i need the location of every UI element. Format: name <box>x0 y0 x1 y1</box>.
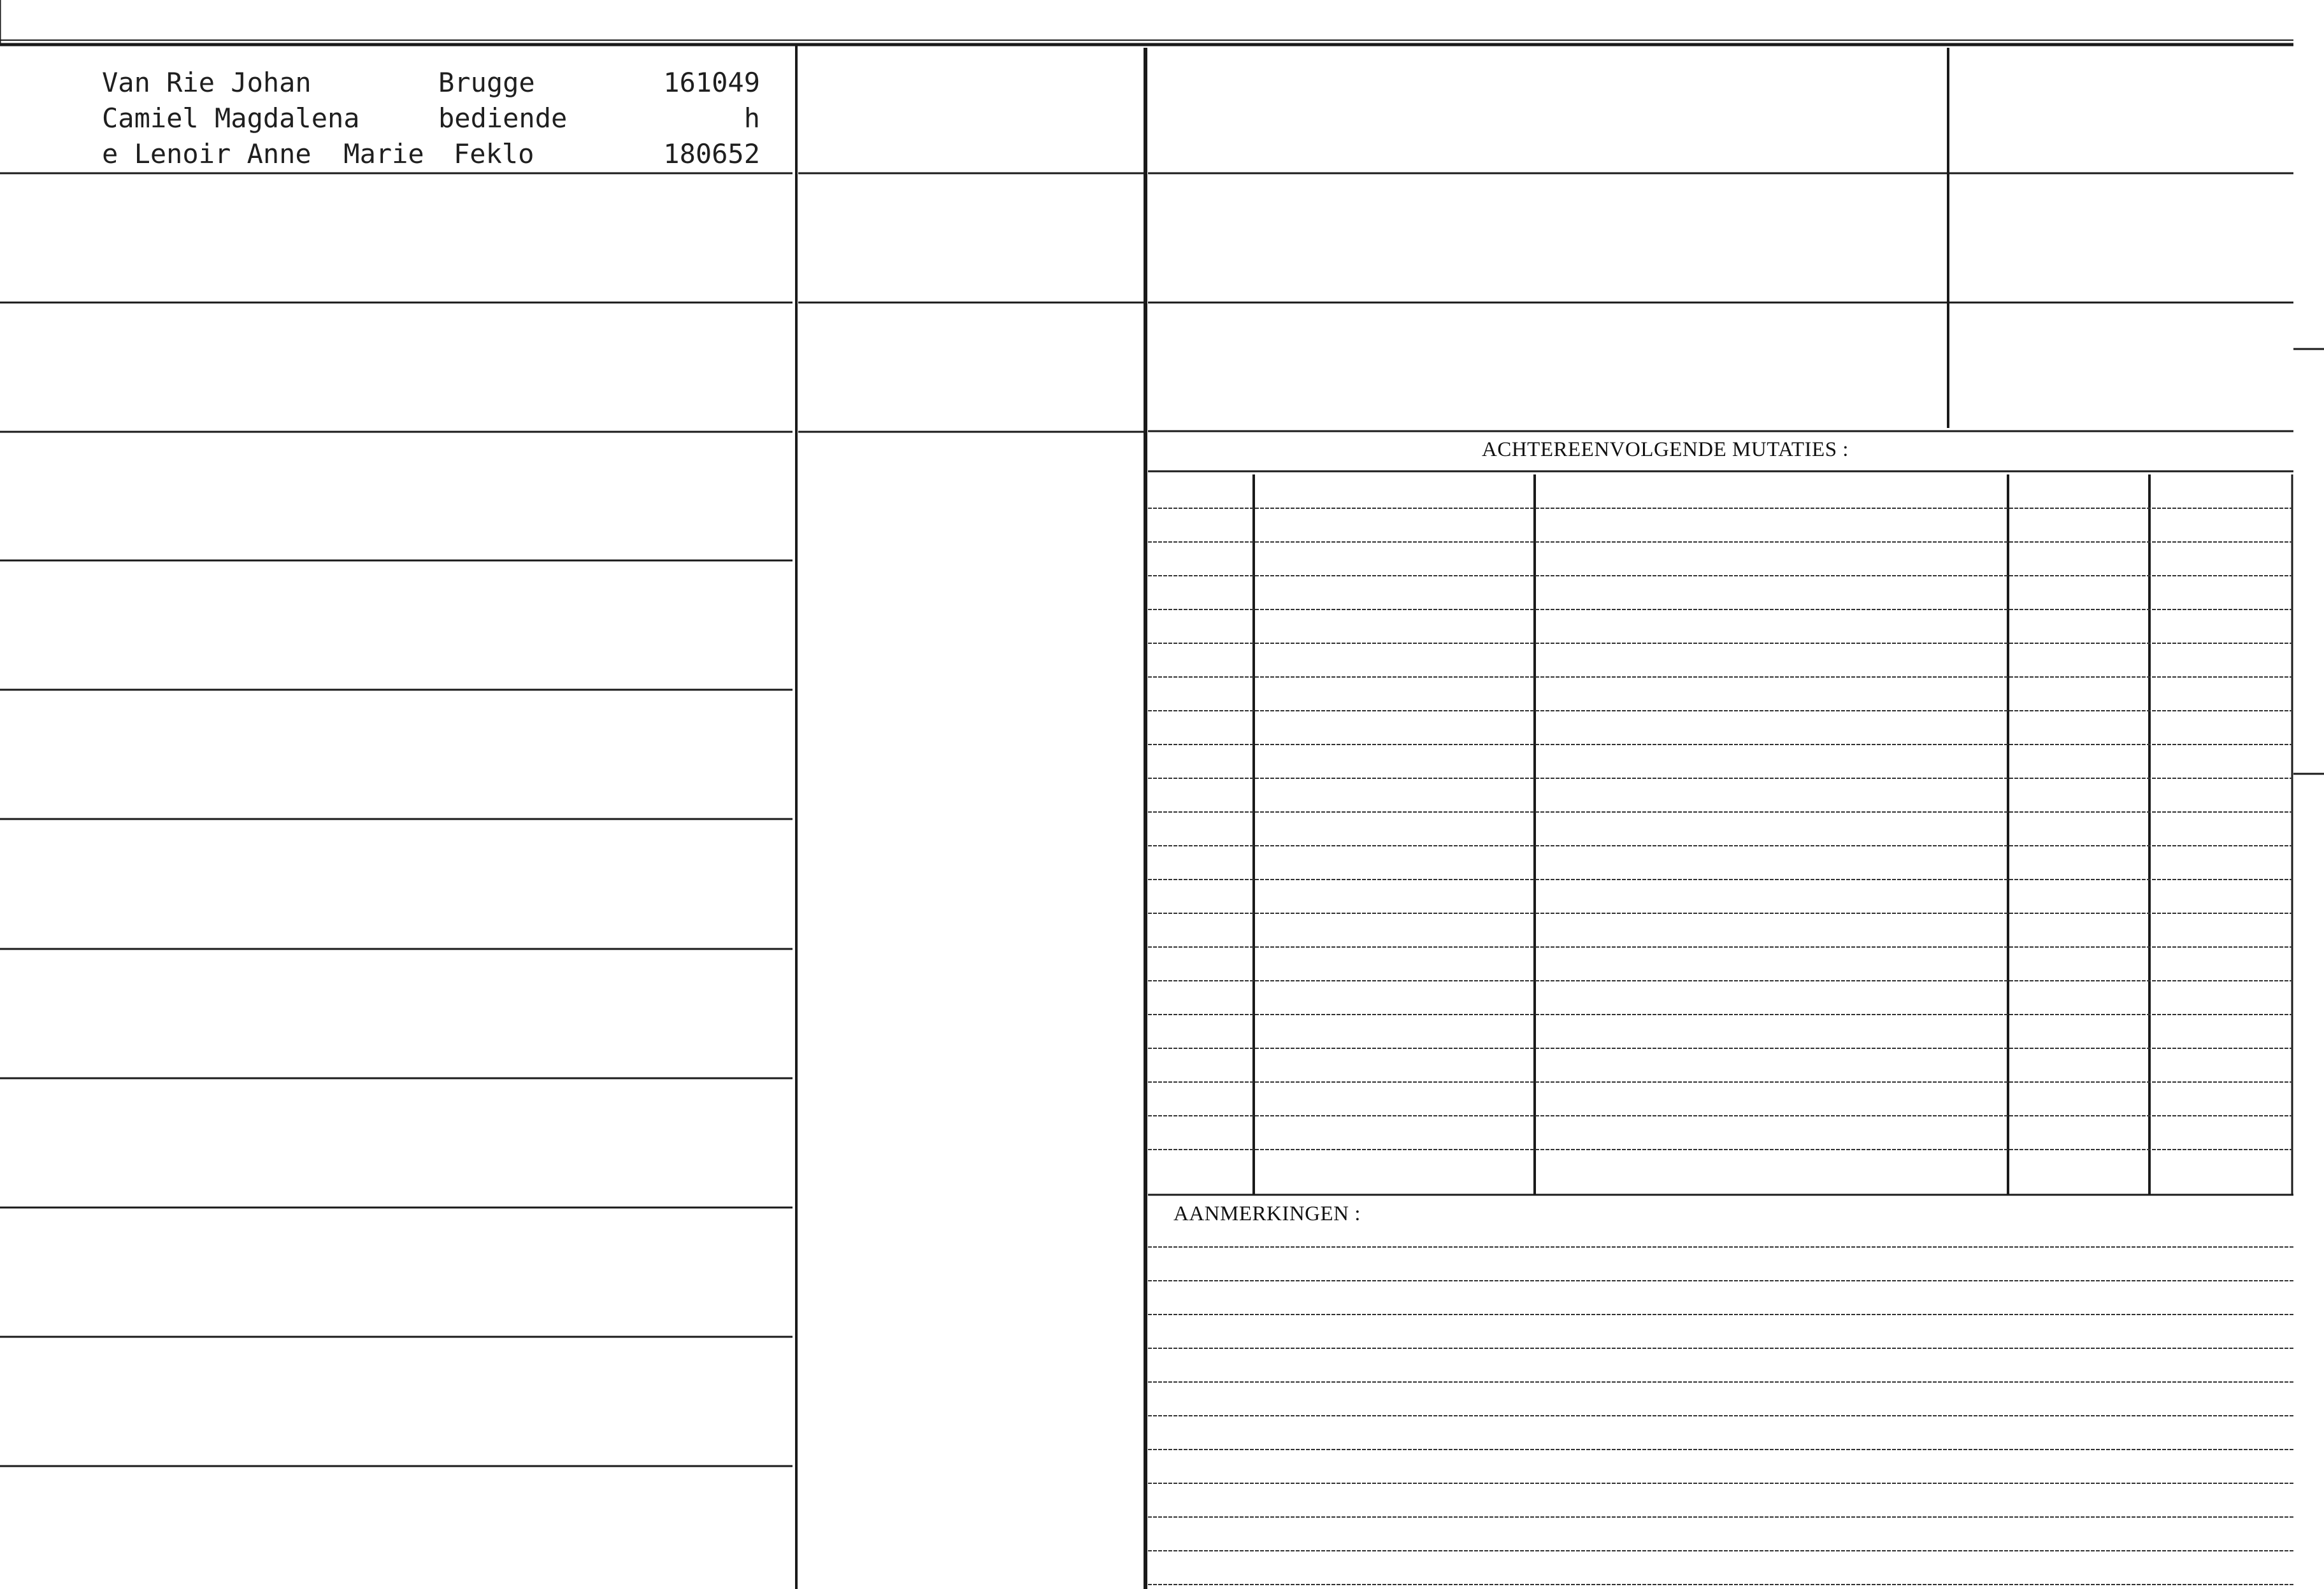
entry-number-line-1: 161049 <box>663 67 760 98</box>
entry-place-line-1: Brugge <box>438 67 535 98</box>
entry-name-line-3: e Lenoir Anne Marie <box>102 138 424 169</box>
entry-number-line-3: 180652 <box>663 138 760 169</box>
entry-number-line-2: h <box>743 103 760 134</box>
remarks-section-title: AANMERKINGEN : <box>1173 1202 1361 1225</box>
entry-place-line-3: Feklo <box>454 138 534 169</box>
mutations-section-title: ACHTEREENVOLGENDE MUTATIES : <box>1482 438 1849 461</box>
entry-name-line-1: Van Rie Johan <box>102 67 312 98</box>
entry-name-line-2: Camiel Magdalena <box>102 103 360 134</box>
entry-occupation-line-2: bediende <box>438 103 568 134</box>
